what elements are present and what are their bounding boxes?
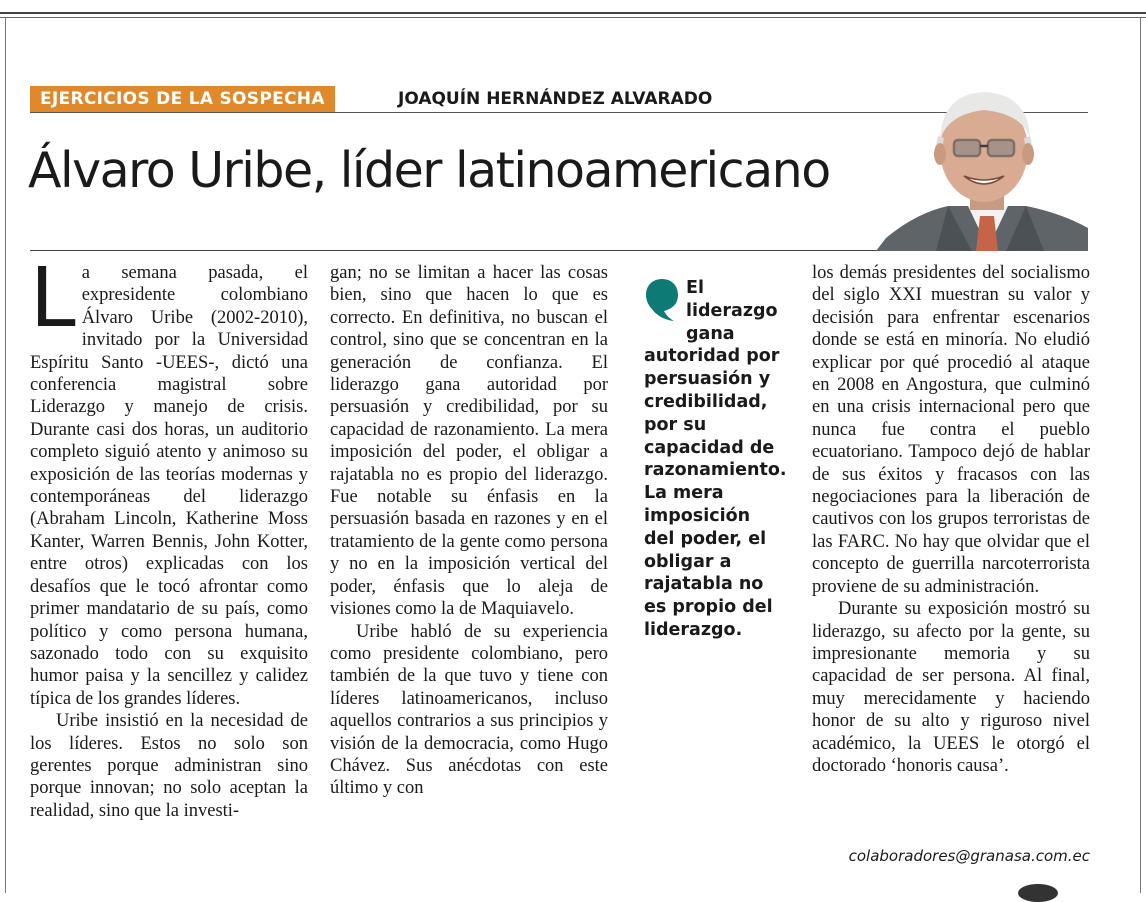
quote-mark-icon <box>644 277 680 323</box>
top-rule-thick <box>0 12 1146 14</box>
body-column-1 <box>30 251 308 822</box>
body-column-2 <box>330 262 608 800</box>
paragraph-text: a semana pasada, el expresidente colombiano Álvaro Uribe (2002-2010), invitado por la Universidad Espíritu Santo -UEES-, dictó una conferencia magistral sobre Liderazgo y manejo de crisis. Durante casi dos horas, un auditorio completo siguió atento y animoso su exposición de las teorías modernas y contemporáneas del liderazgo (Abraham Lincoln, Katherine Moss Kanter, Warren Bennis, John Kotter, entre otros) explicadas con los desafíos que le tocó afrontar como primer mandatario de su país, como político y como persona humana, sazonado todo con su exquisito humor paisa y la sencillez y calidez típica de los grandes líderes. <box>30 263 308 709</box>
author-byline: JOAQUÍN HERNÁNDEZ ALVARADO <box>398 89 713 109</box>
article-headline: Álvaro Uribe, líder latinoamericano <box>28 142 830 199</box>
pull-quote <box>644 277 787 642</box>
page-frame-left <box>5 17 6 893</box>
body-column-4 <box>812 262 1090 777</box>
body-paragraph: Durante su exposición mostró su liderazgo, su afecto por la gente, su impresionante memoria y su capacidad de ser persona. Al final, muy merecidamente y haciendo honor de su alto y riguroso nivel académico, la UEES le otorgó el doctorado ‘honoris causa’. <box>812 599 1090 776</box>
contact-email: colaboradores@granasa.com.ec <box>848 847 1090 865</box>
drop-cap: L <box>30 251 76 346</box>
body-paragraph: gan; no se limitan a hacer las cosas bien, sino que hacen lo que es correcto. En definitiva, no buscan el control, sino que se concentran en la generación de confianza. El liderazgo gana autoridad por persuasión y credibilidad, por su capacidad de razonamiento. La mera imposición del poder, el obligar a rajatabla no es propio del liderazgo. Fue notable su énfasis en la persuasión basada en razones y en el tratamiento de la gente como persona y no en la imposición vertical del poder, énfasis que lo aleja de visiones como la de Maquiavelo. <box>330 263 608 620</box>
body-paragraph: Uribe habló de su experiencia como presidente colombiano, pero también de la que tuvo y tiene con líderes latinoamericanos, incluso aquellos contrarios a sus principios y visión de la democracia, como Hugo Chávez. Sus anécdotas con este último y con <box>330 621 608 799</box>
body-paragraph: los demás presidentes del socialismo del siglo XXI muestran su valor y decisión para enfrentar escenarios donde se está en minoría. No eludió explicar por qué procedió al ataque en 2008 en Angostura, que culminó en una crisis internacional pero que nunca fue contra el pueblo ecuatoriano. Tampoco dejó de hablar de sus éxitos y fracasos con las negociaciones para la liberación de cautivos con los grupos terroristas de las FARC. No hay que olvidar que el concepto de guerrilla narcoterrorista proviene de su administración. <box>812 263 1090 597</box>
body-paragraph <box>30 251 308 710</box>
author-portrait <box>876 88 1088 251</box>
page-frame-right <box>1140 17 1141 893</box>
top-rule-thin <box>0 17 1146 18</box>
pull-quote-text: El liderazgo gana autoridad por persuasión y credibilidad, por su capacidad de razonamiento. La mera imposición del poder, el obligar a rajatabla no es propio del liderazgo. <box>644 278 787 640</box>
corner-graphic <box>1018 884 1058 902</box>
section-label: EJERCICIOS DE LA SOSPECHA <box>30 86 335 113</box>
body-paragraph: Uribe insistió en la necesidad de los líderes. Estos no solo son gerentes porque administran sino porque innovan; no solo aceptan la realidad, sino que la investi- <box>30 711 308 821</box>
